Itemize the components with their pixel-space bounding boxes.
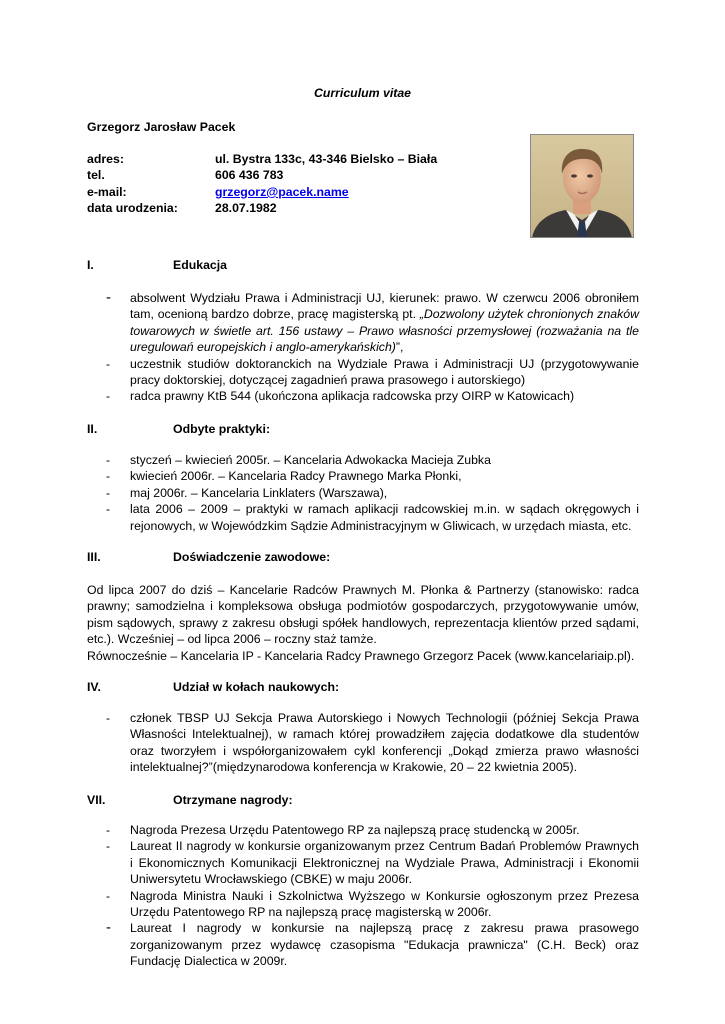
section-number: I. — [87, 258, 94, 272]
awards-list — [87, 822, 639, 970]
list-item: - członek TBSP UJ Sekcja Prawa Autorskiego i Nowych Technologii (później Sekcja Prawa Własności Intelektualnej), w ramach której prowadziłem zajęcia dodatkowe dla studentów oraz tworzyłem i współorganizowałem cykl konferencji „Dokąd zmierza prawo własności intelektualnej?”(międzynarodowa konferencja w Krakowie, 20 – 22 kwietnia 2005). — [87, 710, 639, 776]
address-value: ul. Bystra 133c, 43-346 Bielsko – Biała — [215, 152, 438, 166]
section-circles-heading — [87, 679, 339, 695]
list-item: - Laureat I nagrody w konkursie na najlepszą pracę z zakresu prawa prasowego zorganizowanym przez wydawcę czasopisma "Edukacja prawnicza" (C.H. Beck) oraz Fundację Dialectica w 2009r. — [87, 920, 639, 969]
email-label: e-mail: — [87, 184, 127, 199]
birth-value: 28.07.1982 — [215, 201, 277, 216]
experience-text — [87, 582, 639, 664]
document-title: Curriculum vitae — [313, 86, 412, 100]
phone-row — [87, 167, 437, 183]
internships-list — [87, 452, 639, 534]
section-awards-heading — [87, 792, 293, 808]
circles-list — [87, 710, 639, 776]
phone-value: 606 436 783 — [215, 168, 284, 183]
person-name: Grzegorz Jarosław Pacek — [87, 120, 236, 134]
thesis-title: „Dozwolony użytek chronionych znaków towarowych w świetle art. 156 ustawy – Prawo własności przemysłowej (rozważania na tle uregulowań europejskich i anglo-amerykańskich) — [130, 307, 639, 355]
email-link[interactable]: grzegorz@pacek.name — [215, 184, 349, 199]
list-item: - kwiecień 2006r. – Kancelaria Radcy Prawnego Marka Płonki, — [87, 468, 639, 484]
item-text: absolwent Wydziału Prawa i Administracji UJ, kierunek: prawo. W czerwcu 2006 obroniłem tam, ocenioną bardzo dobrze, pracę magisterską pt. — [130, 291, 639, 322]
birth-row — [87, 200, 437, 216]
section-title: Otrzymane nagrody: — [173, 793, 293, 807]
email-row — [87, 184, 437, 200]
section-title: Doświadczenie zawodowe: — [173, 550, 331, 564]
section-title: Odbyte praktyki: — [173, 422, 271, 436]
list-item — [87, 290, 639, 356]
section-experience-heading — [87, 549, 330, 565]
section-title: Edukacja — [173, 258, 227, 272]
item-text-end: ”, — [395, 340, 404, 355]
section-internships-heading — [87, 421, 270, 437]
list-item: - uczestnik studiów doktoranckich na Wydziale Prawa i Administracji UJ (przygotowywanie pracy doktorskiej, dotyczącej zagadnień prawa prasowego i autorskiego) — [87, 356, 639, 389]
list-item: - Nagroda Ministra Nauki i Szkolnictwa Wyższego w Konkursie ogłoszonym przez Prezesa Urzędu Patentowego RP na najlepszą pracę magisterską w 2006r. — [87, 888, 639, 921]
address-label: adres: — [87, 152, 124, 166]
section-number: II. — [87, 422, 98, 436]
profile-photo — [530, 134, 634, 238]
experience-paragraph: Równocześnie – Kancelaria IP - Kancelaria Radcy Prawnego Grzegorz Pacek (www.kancelariaip.pl). — [87, 648, 635, 663]
contact-info — [87, 151, 437, 217]
list-item: - lata 2006 – 2009 – praktyki w ramach aplikacji radcowskiej m.in. w sądach okręgowych i rejonowych, w Wojewódzkim Sądzie Administracyjnym w Gliwicach, w urzędach miasta, etc. — [87, 501, 639, 534]
list-item: - styczeń – kwiecień 2005r. – Kancelaria Adwokacka Macieja Zubka — [87, 452, 639, 468]
birth-label: data urodzenia: — [87, 201, 178, 216]
address-row — [87, 151, 437, 167]
list-item: - Laureat II nagrody w konkursie organizowanym przez Centrum Badań Problemów Prawnych i Ekonomicznych Komunikacji Elektronicznej na Wydziale Prawa, Administracji i Ekonomii Uniwersytetu Wrocławskiego (CBKE) w maju 2006r. — [87, 838, 639, 887]
section-title: Udział w kołach naukowych: — [173, 680, 340, 694]
experience-paragraph: Od lipca 2007 do dziś – Kancelarie Radców Prawnych M. Płonka & Partnerzy (stanowisko: radca prawny; samodzielna i kompleksowa obsługa podmiotów gospodarczych, przygotowywanie umów, pism sądowych, sprawy z zakresu obsługi spółek handlowych, reprezentacja klientów przed sądami, etc.). Wcześniej – od lipca 2006 – roczny staż tamże. — [87, 583, 639, 647]
list-item: - maj 2006r. – Kancelaria Linklaters (Warszawa), — [87, 485, 639, 501]
section-number: III. — [87, 550, 101, 564]
section-number: IV. — [87, 680, 101, 694]
list-item: - radca prawny KtB 544 (ukończona aplikacja radcowska przy OIRP w Katowicach) — [87, 388, 639, 404]
section-education-heading — [87, 257, 227, 273]
phone-label: tel. — [87, 168, 105, 183]
list-item: - Nagroda Prezesa Urzędu Patentowego RP za najlepszą pracę studencką w 2005r. — [87, 822, 639, 838]
section-number: VII. — [87, 793, 106, 807]
education-list — [87, 290, 639, 405]
